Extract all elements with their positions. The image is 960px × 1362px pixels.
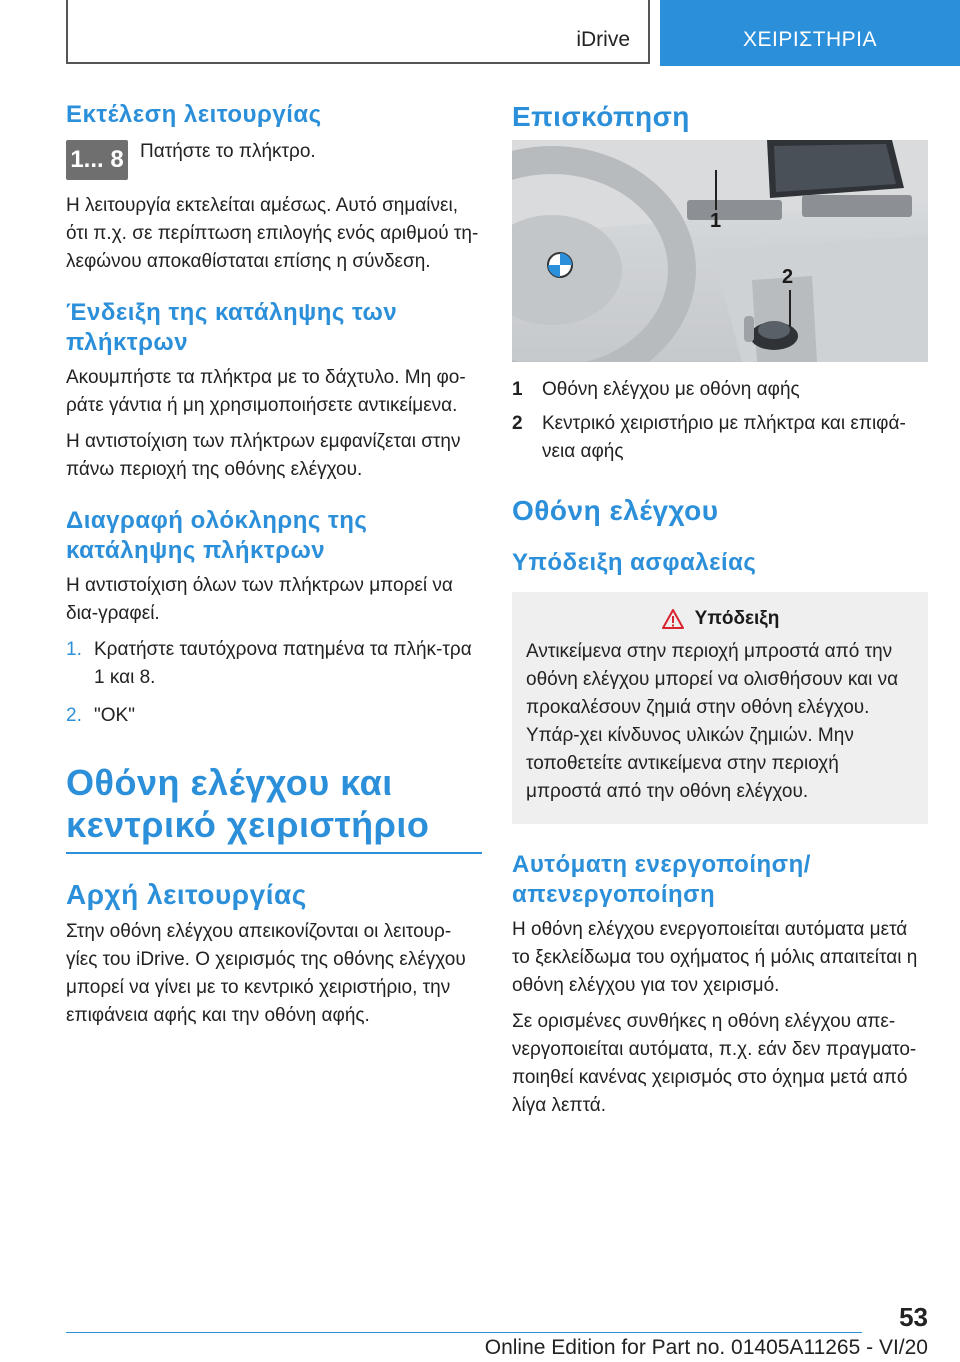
warning-box [512,588,928,824]
header-frame [66,0,650,64]
chapter-tab[interactable]: ΧΕΙΡΙΣΤΗΡΙΑ [660,0,960,66]
warning-triangle-icon [661,608,685,630]
overview-heading: Επισκόπηση [512,101,690,132]
display-paragraph-2: Η αντιστοίχιση των πλήκτρων εμφανίζεται στην πάνω περιοχή της οθόνης ελέγχου. [66,431,461,480]
principle-paragraph: Στην οθόνη ελέγχου απεικονίζονται οι λειτουρ-γίες του iDrive. Ο χειρισμός της οθόνης ελέγχου μπορεί να γίνει με το κεντρικό χειριστήριο, την επιφάνεια αφής και την οθόνη αφής. [66,921,466,1026]
step-text: Κρατήστε ταυτόχρονα πατημένα τα πλήκ-τρα 1 και 8. [94,639,472,688]
safety-heading: Υπόδειξη ασφαλείας [512,549,757,576]
delete-heading: Διαγραφή ολόκληρης της κατάληψης πλήκτρων [66,507,368,564]
auto-paragraph-1: Η οθόνη ελέγχου ενεργοποιείται αυτόματα μετά το ξεκλείδωμα του οχήματος ή μόλις απαιτείται η οθόνη ελέγχου για τον χειρισμό. [512,919,918,996]
delete-steps [66,636,482,730]
legend-number: 1 [512,379,523,400]
main-heading [66,762,482,846]
list-item [66,636,482,692]
left-column [66,100,482,1038]
exec-heading: Εκτέλεση λειτουργίας [66,101,322,128]
delete-paragraph: Η αντιστοίχιση όλων των πλήκτρων μπορεί να δια-γραφεί. [66,575,453,624]
legend-item [512,376,928,404]
key-instruction-text: Πατήστε το πλήκτρο. [140,141,316,162]
heading-divider [66,852,482,854]
cockpit-photo [512,140,928,362]
page-number: 53 [899,1302,928,1332]
right-column [512,100,928,1128]
warning-text: Αντικείμενα στην περιοχή μπροστά από την οθόνη ελέγχου μπορεί να ολισθήσουν και να προκαλέσουν ζημιά στην οθόνη ελέγχου. Υπάρ-χει κίνδυνος υλικών ζημιών. Μην τοποθετείτε αντικείμενα στην περιοχή μπροστά από την οθόνη ελέγχου. [526,641,899,802]
step-text: "OK" [94,705,135,726]
warning-title: Υπόδειξη [694,608,780,629]
step-number: 2. [66,705,82,726]
main-heading-line-1: Οθόνη ελέγχου και [66,762,393,803]
cockpit-illustration [512,140,928,362]
principle-heading: Αρχή λειτουργίας [66,879,307,910]
legend-text: Κεντρικό χειριστήριο με πλήκτρα και επιφά-νεια αφής [542,413,906,462]
step-number: 1. [66,639,82,660]
display-paragraph-1: Ακουμπήστε τα πλήκτρα με το δάχτυλο. Μη φο-ράτε γάντια ή μη χρησιμοποιήσετε αντικείμενα. [66,367,466,416]
legend-text: Οθόνη ελέγχου με οθόνη αφής [542,379,800,400]
main-heading-line-2: κεντρικό χειριστήριο [66,804,430,845]
callout-2: 2 [782,266,794,288]
keys-1-8-icon: 1... 8 [66,140,128,180]
auto-paragraph-2: Σε ορισμένες συνθήκες η οθόνη ελέγχου απε-νεργοποιείται αυτόματα, π.χ. εάν δεν πραγματο-ποιηθεί κανένας χειρισμός στο όχημα μετά από λίγα λεπτά. [512,1011,917,1116]
legend-item [512,410,928,466]
warning-header [526,608,914,630]
header-section-label: iDrive [576,28,630,51]
list-item [66,702,482,730]
callout-1: 1 [710,210,722,232]
display-heading: Ένδειξη της κατάληψης των πλήκτρων [66,299,398,356]
exec-paragraph: Η λειτουργία εκτελείται αμέσως. Αυτό σημαίνει, ότι π.χ. σε περίπτωση επιλογής ενός αριθμού τη-λεφώνου αποκαθίσταται επίσης η σύνδεση. [66,195,479,272]
control-display-heading: Οθόνη ελέγχου [512,495,719,526]
footer-edition: Online Edition for Part no. 01405A11265 - VI/20 [484,1336,928,1359]
key-instruction [66,136,482,180]
footer-divider [66,1332,862,1333]
auto-heading: Αυτόματη ενεργοποίηση/ απενεργοποίηση [512,851,811,908]
legend-number: 2 [512,413,523,434]
